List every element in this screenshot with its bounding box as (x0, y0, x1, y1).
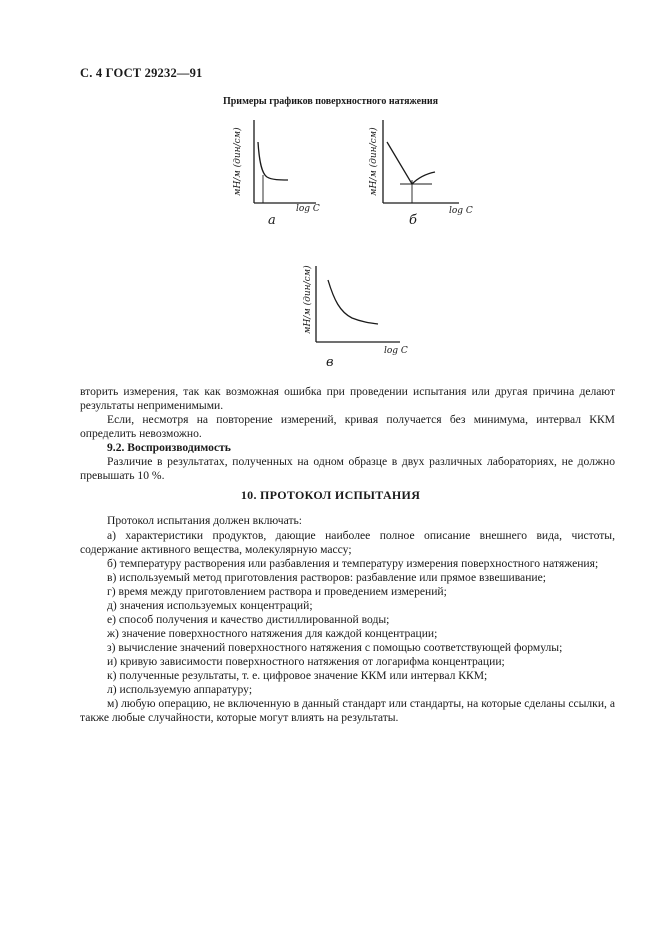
graph-b-y-label: мН/м (дин/см) (369, 127, 379, 196)
protocol-list (80, 514, 615, 725)
page-header: С. 4 ГОСТ 29232—91 (80, 66, 203, 80)
graph-b-x-label: log C (449, 206, 473, 216)
graph-a-curve (258, 142, 288, 180)
graph-c-curve (328, 280, 378, 324)
list-item: ж) значение поверхностного натяжения для каждой концентрации; (107, 627, 438, 640)
list-item: д) значения используемых концентраций; (107, 599, 313, 612)
graph-a (226, 118, 326, 230)
paragraph-reproducibility: Различие в результатах, полученных на одном образце в двух различных лабораториях, не должно превышать 10 %. (80, 455, 615, 482)
body-text-block (80, 385, 615, 483)
figures-title: Примеры графиков поверхностного натяжения (222, 96, 439, 107)
list-item: в) используемый метод приготовления растворов: разбавление или прямое взвешивание; (107, 571, 546, 584)
graph-c-y-label: мН/м (дин/см) (303, 265, 313, 334)
protocol-intro: Протокол испытания должен включать: (107, 514, 303, 527)
section-heading: 10. ПРОТОКОЛ ИСПЫТАНИЯ (240, 488, 421, 502)
graph-a-x-label: log C (296, 204, 320, 214)
graph-a-caption: а (268, 213, 276, 228)
list-item: м) любую операцию, не включенную в данный стандарт или стандарты, на которые сделаны ссылки, а также любые случайности, которые могут влиять на результаты. (80, 697, 615, 724)
list-item: е) способ получения и качество дистиллированной воды; (107, 613, 390, 626)
paragraph-no-minimum: Если, несмотря на повторение измерений, кривая получается без минимума, интервал ККМ определить невозможно. (80, 413, 615, 440)
graph-b (361, 118, 471, 230)
list-item: к) полученные результаты, т. е. цифровое значение ККМ или интервал ККМ; (107, 669, 488, 682)
list-item: а) характеристики продуктов, дающие наиболее полное описание внешнего вида, чистоты, содержание активного вещества, молекулярную массу; (80, 529, 615, 556)
subheading-reproducibility: 9.2. Воспроизводимость (107, 441, 231, 454)
graph-a-y-label: мН/м (дин/см) (233, 127, 243, 196)
graph-c (296, 262, 426, 374)
graph-c-caption: в (326, 355, 334, 370)
list-item: з) вычисление значений поверхностного натяжения с помощью соответствующей формулы; (107, 641, 563, 654)
graph-b-caption: б (409, 213, 417, 228)
list-item: г) время между приготовлением раствора и проведением измерений; (107, 585, 447, 598)
list-item: л) используемую аппаратуру; (107, 683, 253, 696)
paragraph-continuation: вторить измерения, так как возможная ошибка при проведении испытания или другая причина делают результаты неприменимыми. (80, 385, 615, 412)
graph-c-x-label: log C (384, 346, 408, 356)
list-item: и) кривую зависимости поверхностного натяжения от логарифма концентрации; (107, 655, 505, 668)
list-item: б) температуру растворения или разбавления и температуру измерения поверхностного натяжения; (107, 557, 599, 570)
graph-b-curve (387, 142, 435, 184)
